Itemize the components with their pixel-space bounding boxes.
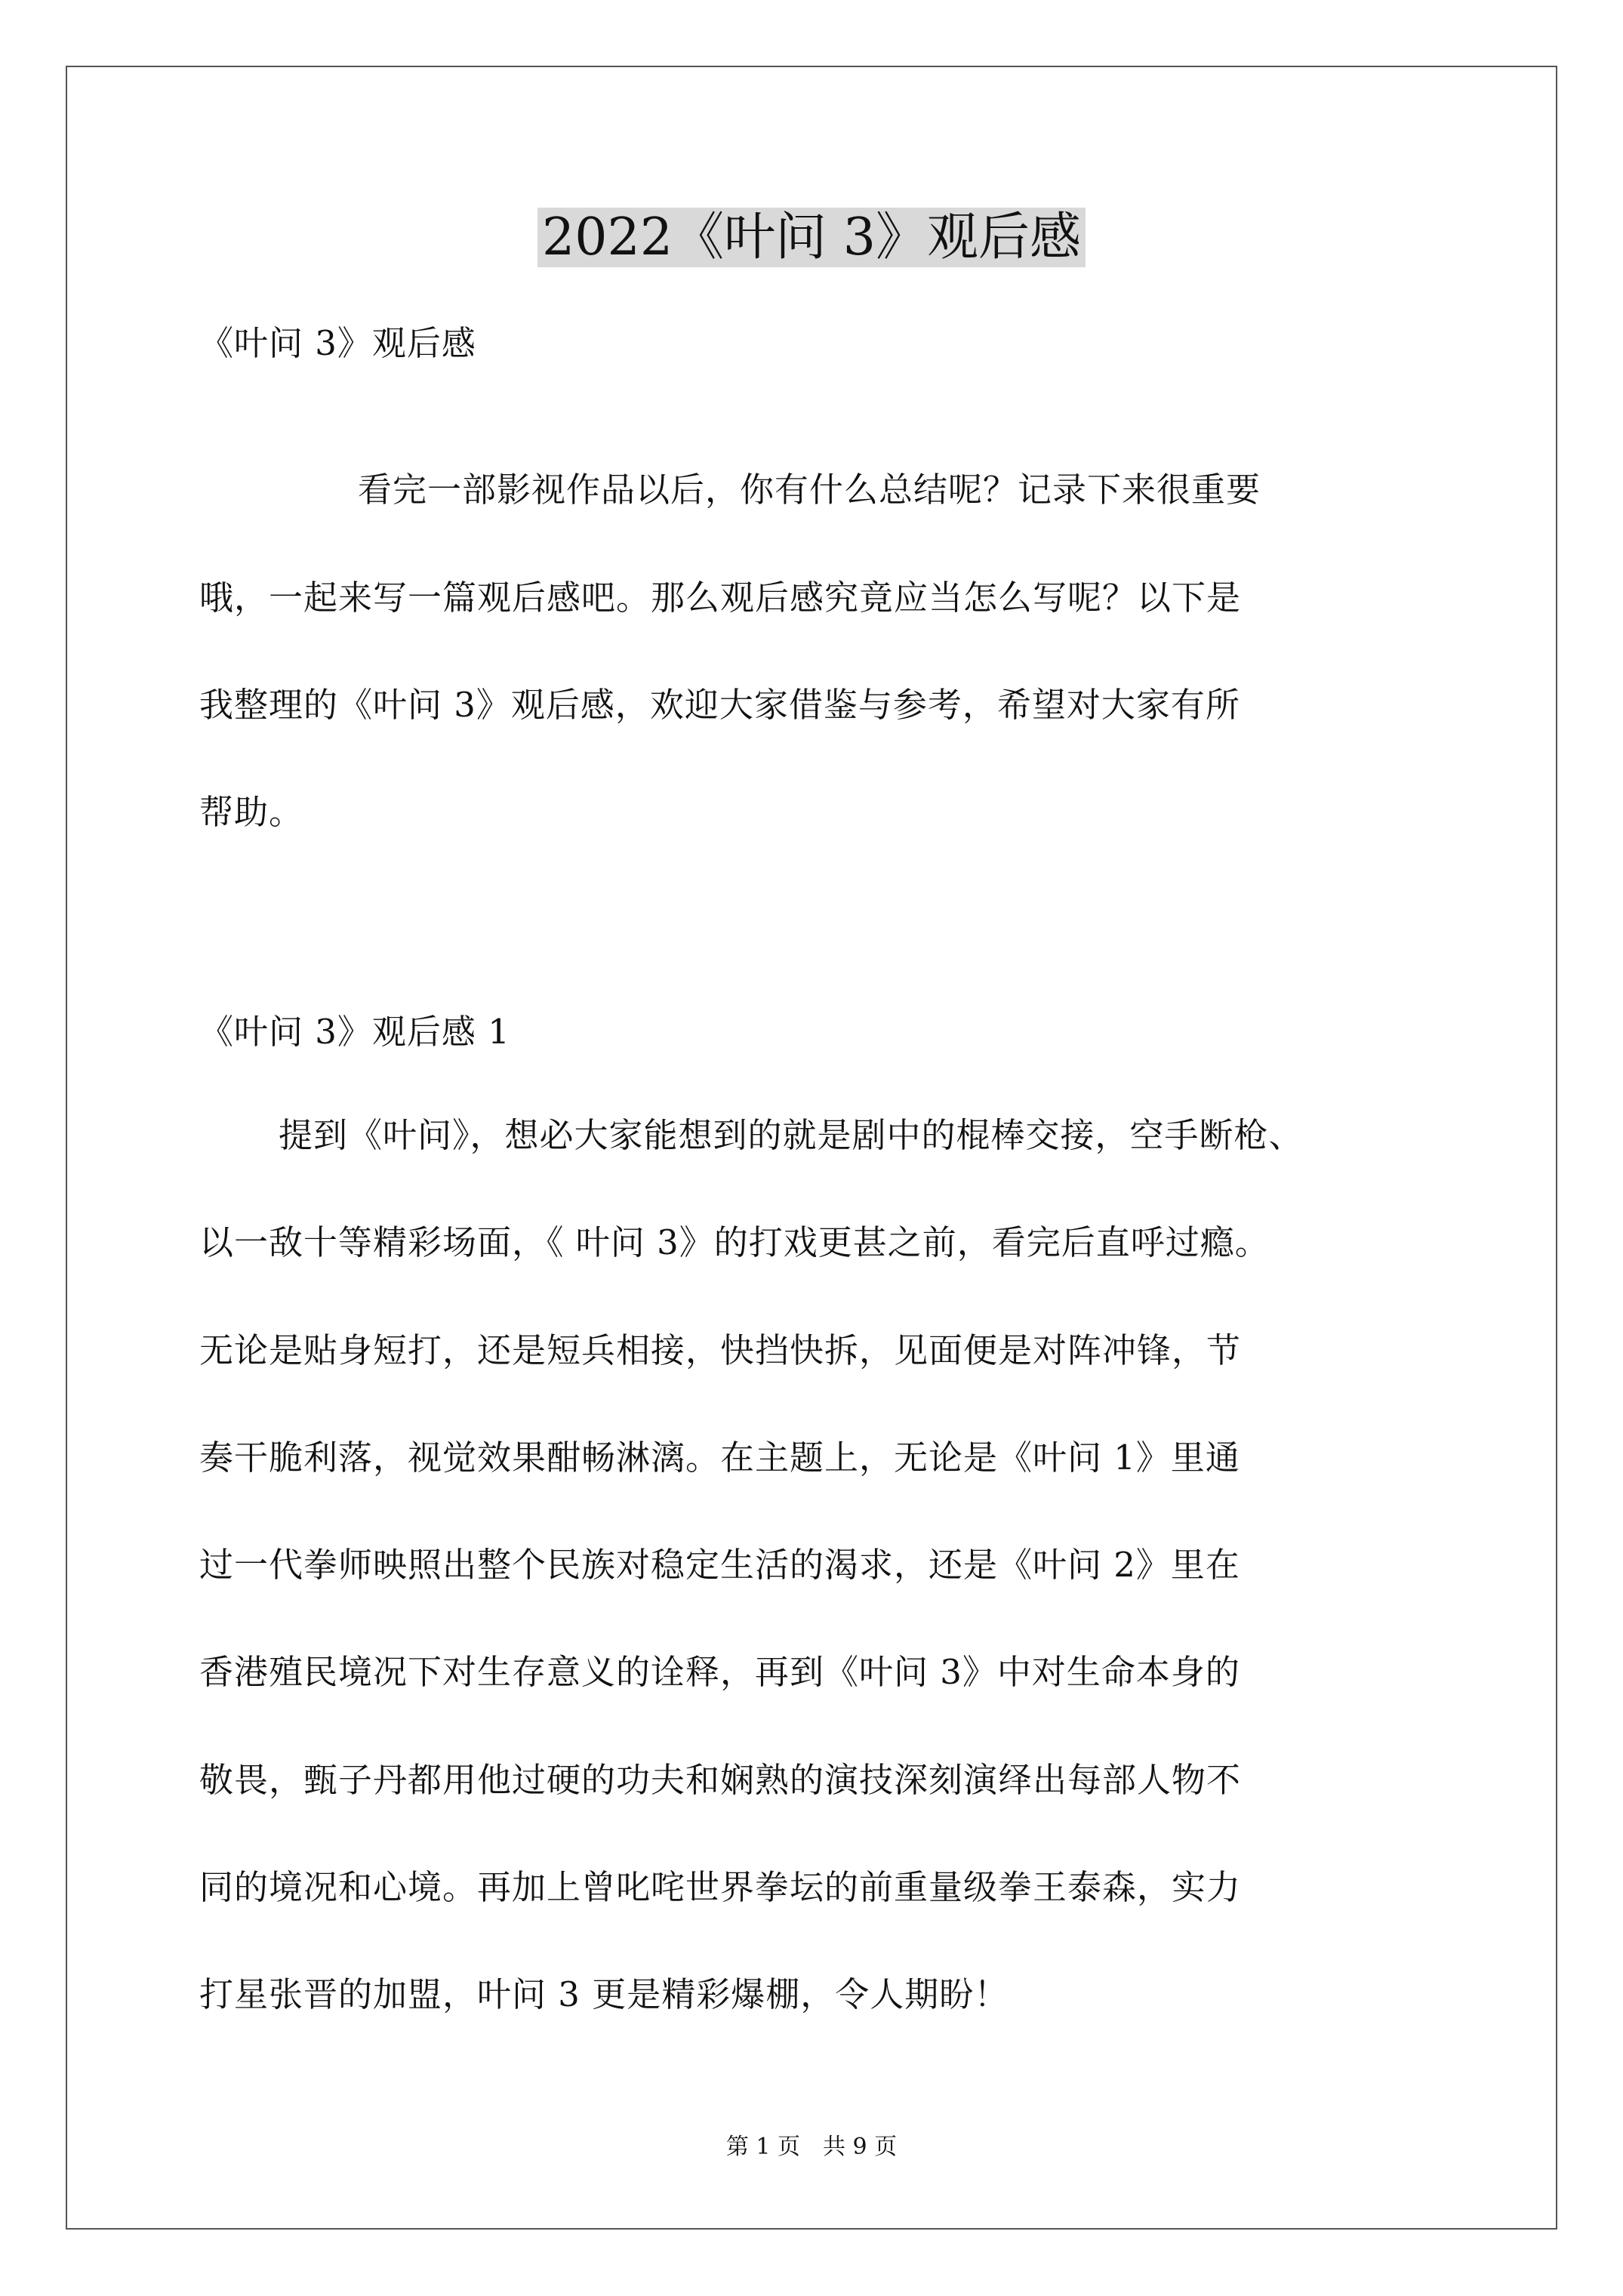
section-line: 香港殖民境况下对生存意义的诠释，再到《叶问 3》中对生命本身的 <box>199 1652 1240 1692</box>
section-line: 打星张晋的加盟，叶问 3 更是精彩爆棚，令人期盼！ <box>199 1974 1009 2014</box>
intro-line: 哦，一起来写一篇观后感吧。那么观后感究竟应当怎么写呢？以下是 <box>199 578 1242 618</box>
section-line: 提到《叶问》，想必大家能想到的就是剧中的棍棒交接，空手断枪、 <box>279 1115 1304 1155</box>
page-footer: 第 1 页 共 9 页 <box>725 2134 898 2160</box>
section-line: 奏干脆利落，视觉效果酣畅淋漓。在主题上，无论是《叶问 1》里通 <box>199 1438 1240 1478</box>
document-title-text: 2022《叶问 3》观后感 <box>537 208 1086 267</box>
section-line: 以一敌十等精彩场面，《 叶问 3》的打戏更甚之前，看完后直呼过瘾。 <box>199 1222 1270 1262</box>
section-line: 过一代拳师映照出整个民族对稳定生活的渴求，还是《叶问 2》里在 <box>199 1545 1240 1585</box>
section-line: 敬畏，甄子丹都用他过硬的功夫和娴熟的演技深刻演绎出每部人物不 <box>199 1760 1242 1800</box>
section-heading: 《叶问 3》观后感 1 <box>199 1012 510 1052</box>
section-line: 同的境况和心境。再加上曾叱咤世界拳坛的前重量级拳王泰森，实力 <box>199 1867 1242 1907</box>
intro-line: 帮助。 <box>199 792 304 832</box>
intro-heading: 《叶问 3》观后感 <box>199 323 476 363</box>
document-title <box>0 200 1623 276</box>
intro-line: 看完一部影视作品以后，你有什么总结呢？记录下来很重要 <box>358 470 1261 510</box>
intro-line: 我整理的《叶问 3》观后感，欢迎大家借鉴与参考，希望对大家有所 <box>199 685 1240 725</box>
section-line: 无论是贴身短打，还是短兵相接，快挡快拆，见面便是对阵冲锋，节 <box>199 1330 1242 1370</box>
